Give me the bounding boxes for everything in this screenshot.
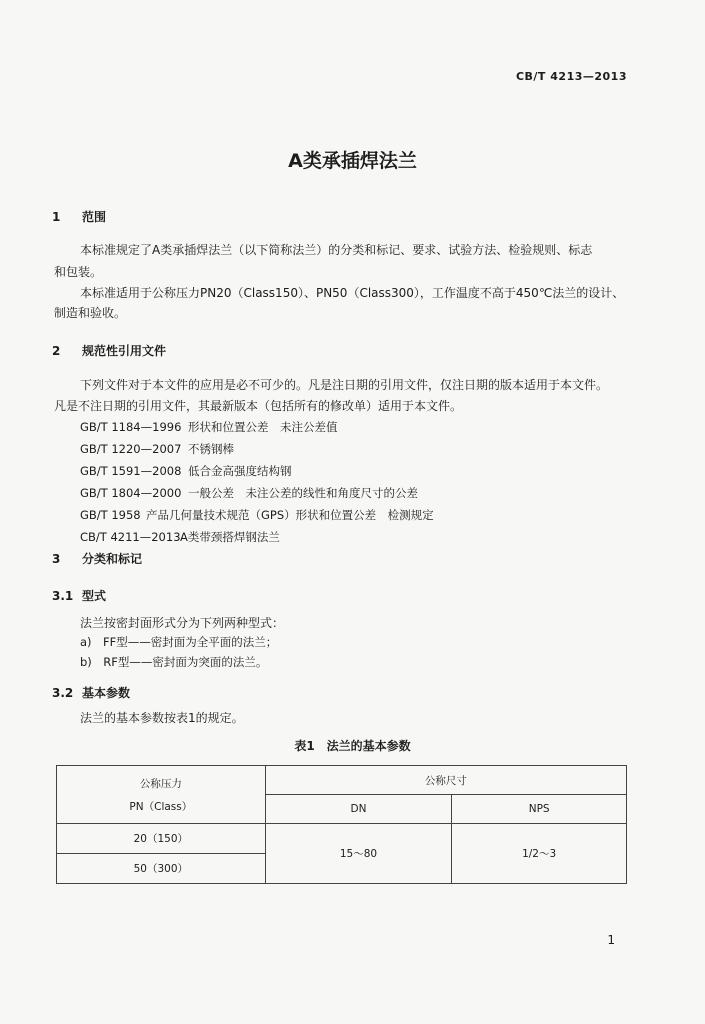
parameters-table [56, 765, 627, 884]
subsection-number: 3.1 [52, 589, 74, 603]
reference-code: GB/T 1591—2008 [80, 464, 182, 478]
section-title: 分类和标记 [82, 552, 143, 566]
reference-item [80, 529, 280, 545]
table-header-cell [57, 766, 266, 824]
reference-item [80, 441, 234, 457]
table-cell: 50（300） [57, 854, 266, 884]
reference-title: 一般公差 未注公差的线性和角度尺寸的公差 [188, 486, 418, 500]
reference-code: GB/T 1184—1996 [80, 420, 182, 434]
reference-title: 产品几何量技术规范（GPS）形状和位置公差 检测规定 [146, 508, 434, 522]
section-2-heading [52, 342, 166, 359]
reference-item [80, 485, 418, 501]
paragraph-line: 法兰按密封面形式分为下列两种型式： [80, 616, 285, 630]
dn-header-cell: DN [265, 795, 452, 824]
pressure-sub-label: PN（Class） [129, 800, 193, 813]
table-caption: 表1 法兰的基本参数 [294, 739, 411, 753]
nps-header-cell: NPS [452, 795, 627, 824]
paragraph-line: 和包装。 [54, 265, 103, 279]
paragraph-line: 凡是不注日期的引用文件，其最新版本（包括所有的修改单）适用于本文件。 [54, 399, 463, 413]
reference-code: CB/T 4211—2013 [80, 530, 181, 544]
section-number: 2 [52, 344, 61, 358]
subsection-title: 基本参数 [82, 686, 131, 700]
pressure-label: 公称压力 [139, 777, 182, 790]
reference-title: 形状和位置公差 未注公差值 [188, 420, 338, 434]
reference-code: GB/T 1220—2007 [80, 442, 182, 456]
subsection-3-2-heading [52, 684, 130, 701]
list-item: a) FF型——密封面为全平面的法兰； [80, 635, 278, 649]
table-cell: 20（150） [57, 824, 266, 854]
reference-code: GB/T 1958 [80, 508, 141, 522]
section-number: 1 [52, 210, 61, 224]
subsection-title: 型式 [82, 589, 107, 603]
section-1-heading [52, 208, 106, 225]
reference-code: GB/T 1804—2000 [80, 486, 182, 500]
section-number: 3 [52, 552, 61, 566]
section-3-heading [52, 550, 142, 567]
reference-item [80, 463, 292, 479]
paragraph-line: 制造和验收。 [54, 306, 127, 320]
section-title: 规范性引用文件 [82, 344, 167, 358]
list-item: b) RF型——密封面为突面的法兰。 [80, 655, 268, 669]
subsection-number: 3.2 [52, 686, 74, 700]
reference-title: 不锈钢棒 [188, 442, 234, 456]
reference-title: 低合金高强度结构钢 [188, 464, 292, 478]
paragraph-line: 本标准适用于公称压力PN20（Class150）、PN50（Class300），工作温度不高于450℃法兰的设计、 [80, 286, 625, 300]
paragraph-line: 法兰的基本参数按表1的规定。 [80, 711, 244, 725]
paragraph-line: 本标准规定了A类承插焊法兰（以下简称法兰）的分类和标记、要求、试验方法、检验规则、标志 [80, 243, 593, 257]
subsection-3-1-heading [52, 587, 106, 604]
size-header-cell: 公称尺寸 [265, 766, 626, 795]
dn-value-cell: 15～80 [265, 824, 452, 884]
reference-item [80, 507, 434, 523]
reference-item [80, 419, 338, 435]
nps-value-cell: 1/2～3 [452, 824, 627, 884]
reference-title: A类带颈搭焊钢法兰 [180, 530, 280, 544]
page-number: 1 [607, 933, 615, 947]
section-title: 范围 [82, 210, 107, 224]
document-title: A类承插焊法兰 [288, 150, 417, 172]
paragraph-line: 下列文件对于本文件的应用是必不可少的。凡是注日期的引用文件，仅注日期的版本适用于本文件。 [80, 378, 609, 392]
standard-code: CB/T 4213—2013 [515, 70, 627, 83]
